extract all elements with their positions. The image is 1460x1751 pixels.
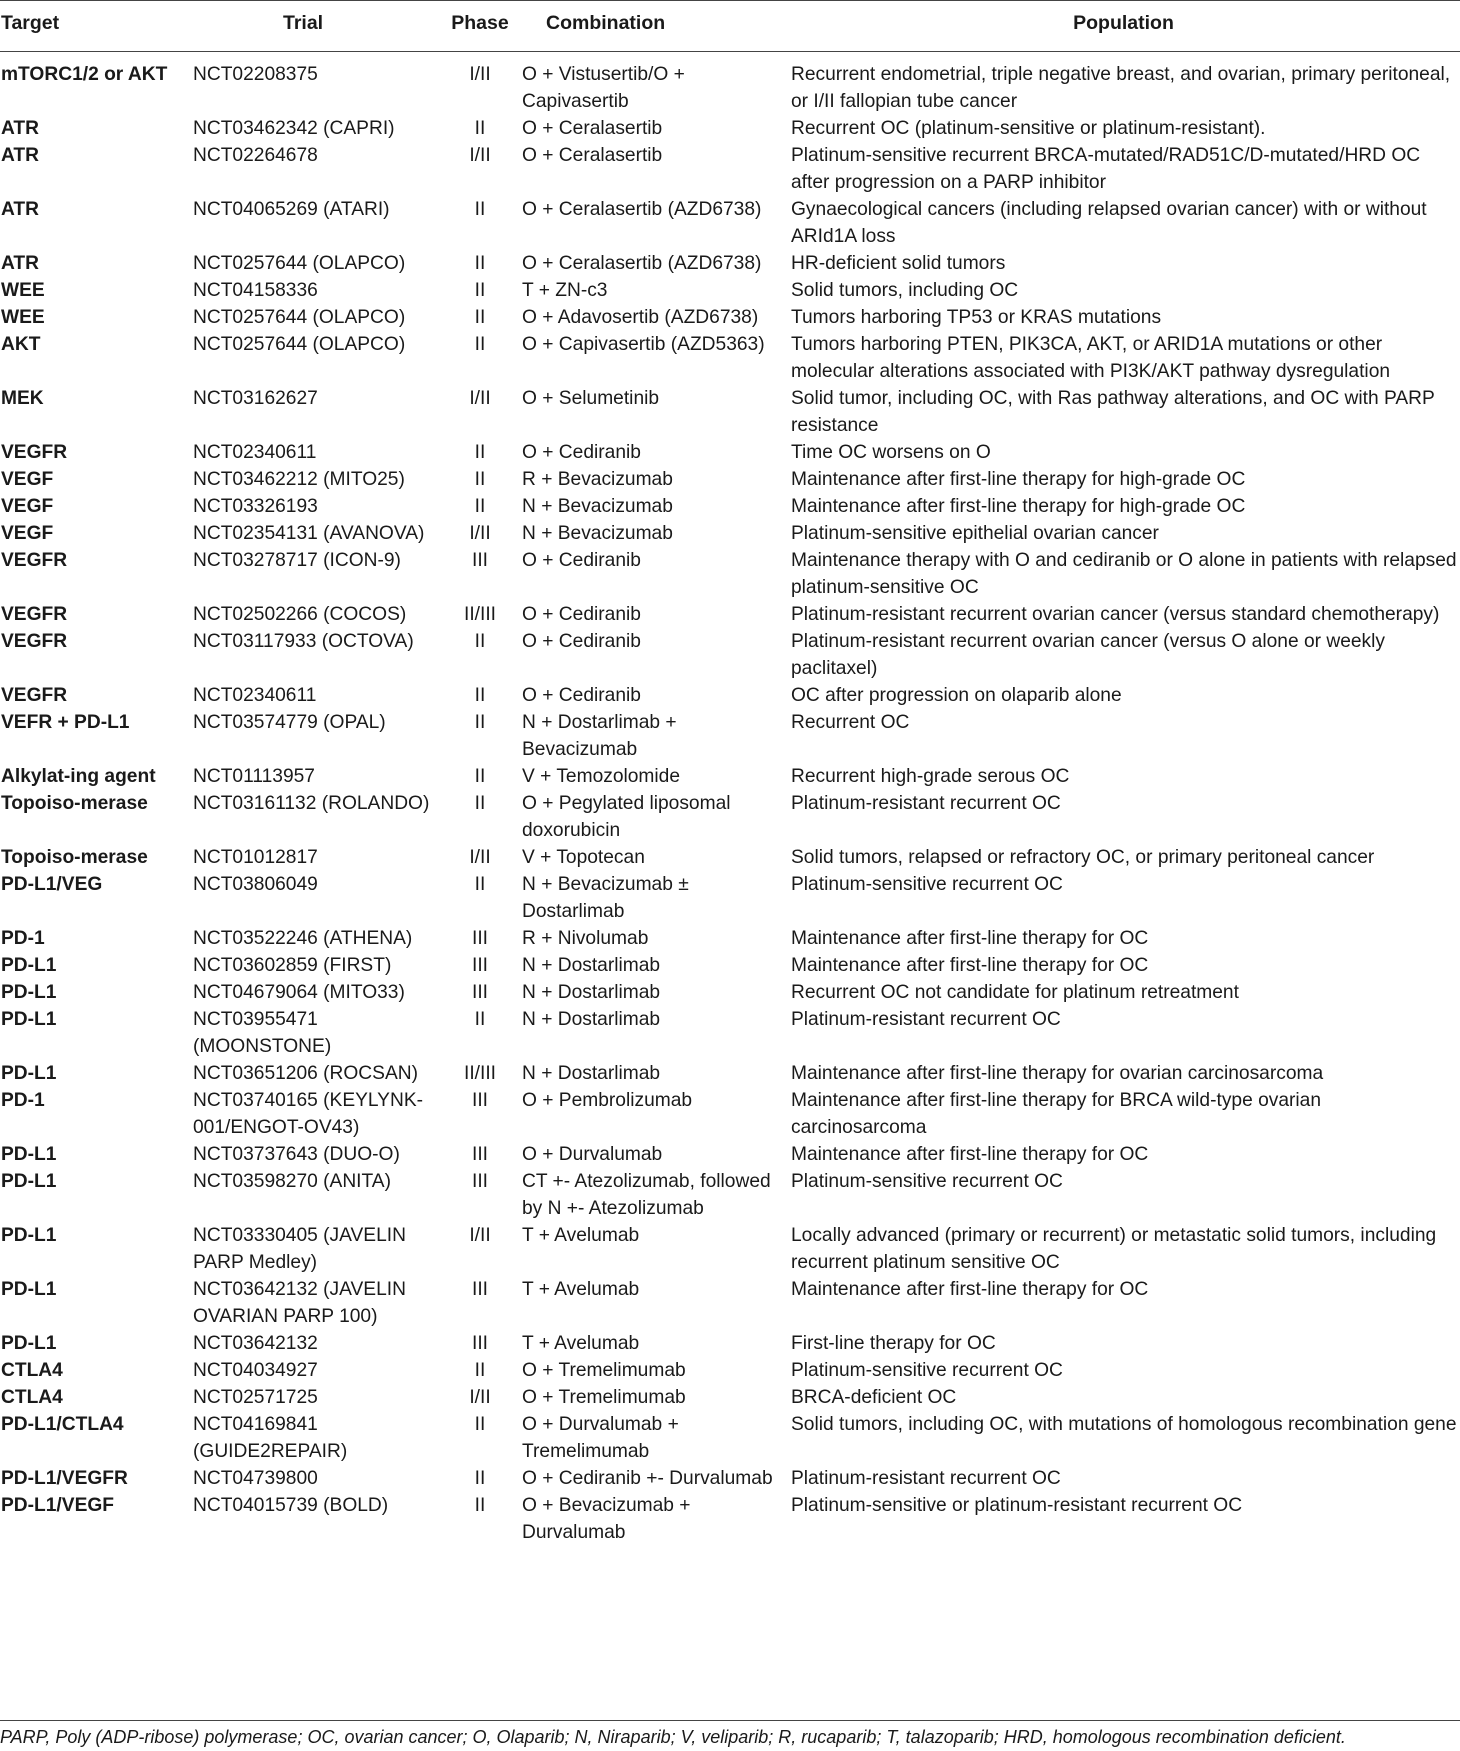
cell-phase: I/II — [469, 523, 491, 544]
cell-trial: NCT02340611 — [193, 685, 317, 706]
cell-combination: O + Cediranib — [522, 604, 641, 625]
cell-combination: N + Dostarlimab — [522, 1009, 661, 1030]
cell-target: PD-L1 — [1, 1171, 57, 1192]
table-row — [0, 277, 1460, 304]
cell-phase: II — [474, 496, 486, 517]
cell-population: Maintenance after first-line therapy for OC — [791, 1144, 1149, 1165]
table-row — [0, 1330, 1460, 1357]
cell-target: VEGFR — [1, 442, 68, 463]
cell-trial: NCT03737643 (DUO-O) — [193, 1144, 400, 1165]
cell-combination: O + Adavosertib (AZD6738) — [522, 307, 759, 328]
cell-phase: III — [472, 1333, 488, 1354]
table-row — [0, 844, 1460, 871]
cell-combination: R + Bevacizumab — [522, 469, 673, 490]
cell-phase: II — [474, 253, 486, 274]
cell-target: PD-L1 — [1, 1225, 57, 1246]
cell-trial: NCT01113957 — [193, 766, 315, 787]
cell-combination: O + Pembrolizumab — [522, 1090, 693, 1111]
cell-combination: O + Vistusertib/O + Capivasertib — [522, 64, 685, 112]
cell-trial: NCT03330405 (JAVELIN PARP Medley) — [193, 1225, 406, 1273]
cell-phase: II — [474, 118, 486, 139]
cell-combination: N + Bevacizumab ± Dostarlimab — [522, 874, 689, 922]
cell-trial: NCT0257644 (OLAPCO) — [193, 253, 406, 274]
cell-trial: NCT0257644 (OLAPCO) — [193, 307, 406, 328]
cell-phase: II — [474, 631, 486, 652]
cell-trial: NCT02208375 — [193, 64, 318, 85]
cell-target: PD-L1/VEGFR — [1, 1468, 128, 1489]
cell-population: HR-deficient solid tumors — [791, 253, 1006, 274]
cell-trial: NCT03161132 (ROLANDO) — [193, 793, 430, 814]
cell-target: WEE — [1, 307, 45, 328]
cell-phase: II/III — [464, 1063, 496, 1084]
table-row — [0, 871, 1460, 925]
cell-target: Topoiso-merase — [1, 847, 148, 868]
cell-phase: II — [474, 1009, 486, 1030]
cell-trial: NCT03162627 — [193, 388, 318, 409]
cell-target: mTORC1/2 or AKT — [1, 64, 168, 85]
table-header — [0, 1, 1460, 52]
table-row — [0, 52, 1460, 116]
cell-phase: II — [474, 1360, 486, 1381]
cell-combination: O + Cediranib — [522, 442, 641, 463]
cell-phase: I/II — [469, 145, 491, 166]
cell-target: PD-1 — [1, 928, 45, 949]
table-row — [0, 520, 1460, 547]
cell-trial: NCT04739800 — [193, 1468, 318, 1489]
cell-target: VEGFR — [1, 604, 68, 625]
cell-trial: NCT03806049 — [193, 874, 318, 895]
cell-population: Platinum-resistant recurrent ovarian cancer (versus O alone or weekly paclitaxel) — [791, 631, 1385, 679]
table-footnote: PARP, Poly (ADP-ribose) polymerase; OC, ovarian cancer; O, Olaparib; N, Niraparib; V, veliparib; R, rucaparib; T, talazoparib; HRD, homologous recombination deficient. — [0, 1727, 1346, 1747]
table-row — [0, 466, 1460, 493]
cell-phase: III — [472, 928, 488, 949]
cell-population: Solid tumors, including OC — [791, 280, 1019, 301]
table-row — [0, 1357, 1460, 1384]
cell-target: PD-L1 — [1, 1009, 57, 1030]
table-row — [0, 790, 1460, 844]
table-row — [0, 142, 1460, 196]
table-row — [0, 1060, 1460, 1087]
cell-trial: NCT02571725 — [193, 1387, 318, 1408]
cell-combination: O + Durvalumab — [522, 1144, 663, 1165]
cell-target: PD-L1 — [1, 955, 57, 976]
table-row — [0, 1465, 1460, 1492]
cell-population: Platinum-sensitive recurrent BRCA-mutated/RAD51C/D-mutated/HRD OC after progression on a PARP inhibitor — [791, 145, 1421, 193]
table-row — [0, 1006, 1460, 1060]
cell-target: WEE — [1, 280, 45, 301]
table-row — [0, 979, 1460, 1006]
cell-trial: NCT03278717 (ICON-9) — [193, 550, 401, 571]
cell-population: Maintenance after first-line therapy for BRCA wild-type ovarian carcinosarcoma — [791, 1090, 1322, 1138]
cell-trial: NCT04015739 (BOLD) — [193, 1495, 389, 1516]
cell-phase: I/II — [469, 847, 491, 868]
cell-combination: V + Topotecan — [522, 847, 645, 868]
cell-trial: NCT03740165 (KEYLYNK-001/ENGOT-OV43) — [193, 1090, 424, 1138]
cell-combination: T + Avelumab — [522, 1225, 640, 1246]
cell-population: Tumors harboring TP53 or KRAS mutations — [791, 307, 1162, 328]
cell-target: Alkylat-ing agent — [1, 766, 156, 787]
cell-population: First-line therapy for OC — [791, 1333, 996, 1354]
cell-phase: I/II — [469, 64, 491, 85]
cell-population: Recurrent OC (platinum-sensitive or platinum-resistant). — [791, 118, 1266, 139]
table-row — [0, 1276, 1460, 1330]
cell-combination: N + Dostarlimab — [522, 982, 661, 1003]
cell-combination: O + Selumetinib — [522, 388, 660, 409]
table-row — [0, 250, 1460, 277]
cell-phase: III — [472, 982, 488, 1003]
cell-trial: NCT03522246 (ATHENA) — [193, 928, 413, 949]
table-row — [0, 709, 1460, 763]
table-row — [0, 1168, 1460, 1222]
cell-target: PD-L1/CTLA4 — [1, 1414, 124, 1435]
cell-trial: NCT01012817 — [193, 847, 318, 868]
cell-population: Solid tumors, relapsed or refractory OC, or primary peritoneal cancer — [791, 847, 1375, 868]
cell-phase: II — [474, 766, 486, 787]
cell-combination: T + Avelumab — [522, 1333, 640, 1354]
cell-phase: I/II — [469, 1225, 491, 1246]
table-row — [0, 331, 1460, 385]
cell-trial: NCT03642132 — [193, 1333, 318, 1354]
cell-trial: NCT03574779 (OPAL) — [193, 712, 386, 733]
cell-target: VEGFR — [1, 550, 68, 571]
table-body — [0, 52, 1460, 1557]
cell-target: ATR — [1, 253, 40, 274]
cell-target: PD-L1 — [1, 1279, 57, 1300]
cell-combination: T + ZN-c3 — [522, 280, 608, 301]
table-row — [0, 763, 1460, 790]
cell-phase: II — [474, 442, 486, 463]
table-row — [0, 385, 1460, 439]
cell-phase: I/II — [469, 1387, 491, 1408]
cell-phase: II/III — [464, 604, 496, 625]
cell-target: VEFR + PD-L1 — [1, 712, 130, 733]
cell-target: AKT — [1, 334, 41, 355]
table-row — [0, 628, 1460, 682]
cell-trial: NCT04065269 (ATARI) — [193, 199, 390, 220]
table-row — [0, 1141, 1460, 1168]
cell-phase: I/II — [469, 388, 491, 409]
cell-phase: II — [474, 685, 486, 706]
cell-phase: II — [474, 199, 486, 220]
table-row — [0, 952, 1460, 979]
cell-phase: II — [474, 712, 486, 733]
cell-population: Recurrent OC not candidate for platinum retreatment — [791, 982, 1239, 1003]
cell-combination: R + Nivolumab — [522, 928, 649, 949]
table-row — [0, 682, 1460, 709]
cell-population: Maintenance therapy with O and cediranib or O alone in patients with relapsed platinum-sensitive OC — [791, 550, 1457, 598]
cell-population: Tumors harboring PTEN, PIK3CA, AKT, or ARID1A mutations or other molecular alterations associated with PI3K/AKT pathway dysregulation — [791, 334, 1391, 382]
cell-target: ATR — [1, 145, 40, 166]
cell-combination: O + Ceralasertib — [522, 118, 663, 139]
cell-trial: NCT03602859 (FIRST) — [193, 955, 392, 976]
cell-trial: NCT03117933 (OCTOVA) — [193, 631, 414, 652]
cell-combination: O + Pegylated liposomal doxorubicin — [522, 793, 731, 841]
cell-population: Maintenance after first-line therapy for high-grade OC — [791, 469, 1246, 490]
table-row — [0, 115, 1460, 142]
table-row — [0, 601, 1460, 628]
cell-population: OC after progression on olaparib alone — [791, 685, 1122, 706]
column-header-population: Population — [787, 1, 1460, 52]
cell-target: ATR — [1, 118, 40, 139]
cell-phase: II — [474, 280, 486, 301]
cell-trial: NCT03326193 — [193, 496, 318, 517]
table-row — [0, 1384, 1460, 1411]
cell-trial: NCT04679064 (MITO33) — [193, 982, 405, 1003]
cell-combination: O + Ceralasertib (AZD6738) — [522, 199, 762, 220]
cell-trial: NCT04158336 — [193, 280, 318, 301]
cell-target: ATR — [1, 199, 40, 220]
cell-target: VEGF — [1, 469, 54, 490]
header-row — [0, 1, 1460, 52]
cell-population: BRCA-deficient OC — [791, 1387, 957, 1408]
column-header-target: Target — [0, 1, 190, 52]
cell-phase: III — [472, 1279, 488, 1300]
table-row — [0, 1411, 1460, 1465]
cell-combination: N + Dostarlimab — [522, 1063, 661, 1084]
table-row — [0, 547, 1460, 601]
cell-target: VEGF — [1, 496, 54, 517]
cell-trial: NCT03642132 (JAVELIN OVARIAN PARP 100) — [193, 1279, 406, 1327]
column-header-phase: Phase — [440, 1, 520, 52]
cell-target: PD-L1 — [1, 1144, 57, 1165]
cell-combination: O + Durvalumab + Tremelimumab — [522, 1414, 679, 1462]
table-row — [0, 493, 1460, 520]
cell-trial: NCT03462342 (CAPRI) — [193, 118, 395, 139]
cell-trial: NCT03955471 (MOONSTONE) — [193, 1009, 332, 1057]
cell-phase: II — [474, 874, 486, 895]
cell-target: PD-L1/VEG — [1, 874, 103, 895]
cell-phase: II — [474, 1414, 486, 1435]
cell-combination: O + Tremelimumab — [522, 1387, 686, 1408]
cell-trial: NCT02340611 — [193, 442, 317, 463]
cell-phase: III — [472, 1090, 488, 1111]
table-row — [0, 196, 1460, 250]
cell-population: Platinum-sensitive epithelial ovarian cancer — [791, 523, 1159, 544]
table-row — [0, 304, 1460, 331]
cell-combination: V + Temozolomide — [522, 766, 681, 787]
cell-population: Recurrent high-grade serous OC — [791, 766, 1070, 787]
cell-population: Solid tumor, including OC, with Ras pathway alterations, and OC with PARP resistance — [791, 388, 1435, 436]
cell-combination: O + Cediranib +- Durvalumab — [522, 1468, 773, 1489]
cell-target: Topoiso-merase — [1, 793, 148, 814]
cell-population: Platinum-resistant recurrent OC — [791, 1009, 1061, 1030]
table-row — [0, 1492, 1460, 1556]
cell-population: Platinum-sensitive recurrent OC — [791, 1360, 1063, 1381]
cell-combination: O + Cediranib — [522, 550, 641, 571]
cell-phase: II — [474, 793, 486, 814]
cell-phase: III — [472, 955, 488, 976]
cell-target: CTLA4 — [1, 1387, 63, 1408]
cell-trial: NCT03598270 (ANITA) — [193, 1171, 391, 1192]
cell-population: Maintenance after first-line therapy for OC — [791, 928, 1149, 949]
cell-phase: II — [474, 1468, 486, 1489]
cell-phase: II — [474, 307, 486, 328]
cell-combination: O + Bevacizumab + Durvalumab — [522, 1495, 691, 1543]
cell-combination: O + Capivasertib (AZD5363) — [522, 334, 765, 355]
cell-population: Gynaecological cancers (including relapsed ovarian cancer) with or without ARId1A loss — [791, 199, 1427, 247]
table-row — [0, 925, 1460, 952]
table-row — [0, 1222, 1460, 1276]
cell-population: Maintenance after first-line therapy for ovarian carcinosarcoma — [791, 1063, 1324, 1084]
cell-target: MEK — [1, 388, 44, 409]
cell-phase: II — [474, 334, 486, 355]
cell-population: Maintenance after first-line therapy for OC — [791, 955, 1149, 976]
column-header-combination: Combination — [520, 1, 787, 52]
cell-combination: N + Dostarlimab + Bevacizumab — [522, 712, 677, 760]
cell-combination: CT +- Atezolizumab, followed by N +- Atezolizumab — [522, 1171, 771, 1219]
cell-combination: N + Dostarlimab — [522, 955, 661, 976]
cell-combination: N + Bevacizumab — [522, 496, 673, 517]
cell-combination: T + Avelumab — [522, 1279, 640, 1300]
cell-trial: NCT02264678 — [193, 145, 318, 166]
cell-phase: III — [472, 550, 488, 571]
cell-population: Recurrent OC — [791, 712, 910, 733]
cell-population: Time OC worsens on O — [791, 442, 991, 463]
cell-target: PD-L1/VEGF — [1, 1495, 115, 1516]
cell-population: Maintenance after first-line therapy for OC — [791, 1279, 1149, 1300]
cell-combination: O + Tremelimumab — [522, 1360, 686, 1381]
table-row — [0, 439, 1460, 466]
cell-population: Maintenance after first-line therapy for high-grade OC — [791, 496, 1246, 517]
cell-combination: O + Ceralasertib (AZD6738) — [522, 253, 762, 274]
cell-population: Platinum-sensitive recurrent OC — [791, 874, 1063, 895]
cell-trial: NCT04169841 (GUIDE2REPAIR) — [193, 1414, 348, 1462]
cell-trial: NCT03462212 (MITO25) — [193, 469, 405, 490]
cell-target: PD-1 — [1, 1090, 45, 1111]
table-row — [0, 1087, 1460, 1141]
cell-population: Locally advanced (primary or recurrent) or metastatic solid tumors, including recurrent platinum sensitive OC — [791, 1225, 1437, 1273]
cell-trial: NCT03651206 (ROCSAN) — [193, 1063, 419, 1084]
cell-combination: O + Cediranib — [522, 685, 641, 706]
column-header-trial: Trial — [190, 1, 440, 52]
cell-combination: O + Cediranib — [522, 631, 641, 652]
cell-phase: III — [472, 1144, 488, 1165]
footnote-divider — [0, 1720, 1460, 1721]
cell-population: Platinum-resistant recurrent OC — [791, 1468, 1061, 1489]
cell-phase: III — [472, 1171, 488, 1192]
cell-trial: NCT0257644 (OLAPCO) — [193, 334, 406, 355]
cell-target: VEGFR — [1, 685, 68, 706]
cell-target: VEGF — [1, 523, 54, 544]
cell-trial: NCT04034927 — [193, 1360, 318, 1381]
cell-population: Solid tumors, including OC, with mutations of homologous recombination gene — [791, 1414, 1457, 1435]
cell-target: PD-L1 — [1, 1063, 57, 1084]
cell-combination: N + Bevacizumab — [522, 523, 673, 544]
cell-target: VEGFR — [1, 631, 68, 652]
cell-target: PD-L1 — [1, 1333, 57, 1354]
cell-population: Platinum-resistant recurrent OC — [791, 793, 1061, 814]
cell-population: Platinum-resistant recurrent ovarian cancer (versus standard chemotherapy) — [791, 604, 1440, 625]
cell-phase: II — [474, 1495, 486, 1516]
cell-population: Platinum-sensitive or platinum-resistant recurrent OC — [791, 1495, 1243, 1516]
cell-trial: NCT02354131 (AVANOVA) — [193, 523, 425, 544]
cell-population: Recurrent endometrial, triple negative breast, and ovarian, primary peritoneal, or I/II fallopian tube cancer — [791, 64, 1451, 112]
cell-target: CTLA4 — [1, 1360, 63, 1381]
cell-trial: NCT02502266 (COCOS) — [193, 604, 407, 625]
cell-population: Platinum-sensitive recurrent OC — [791, 1171, 1063, 1192]
cell-target: PD-L1 — [1, 982, 57, 1003]
cell-phase: II — [474, 469, 486, 490]
cell-combination: O + Ceralasertib — [522, 145, 663, 166]
